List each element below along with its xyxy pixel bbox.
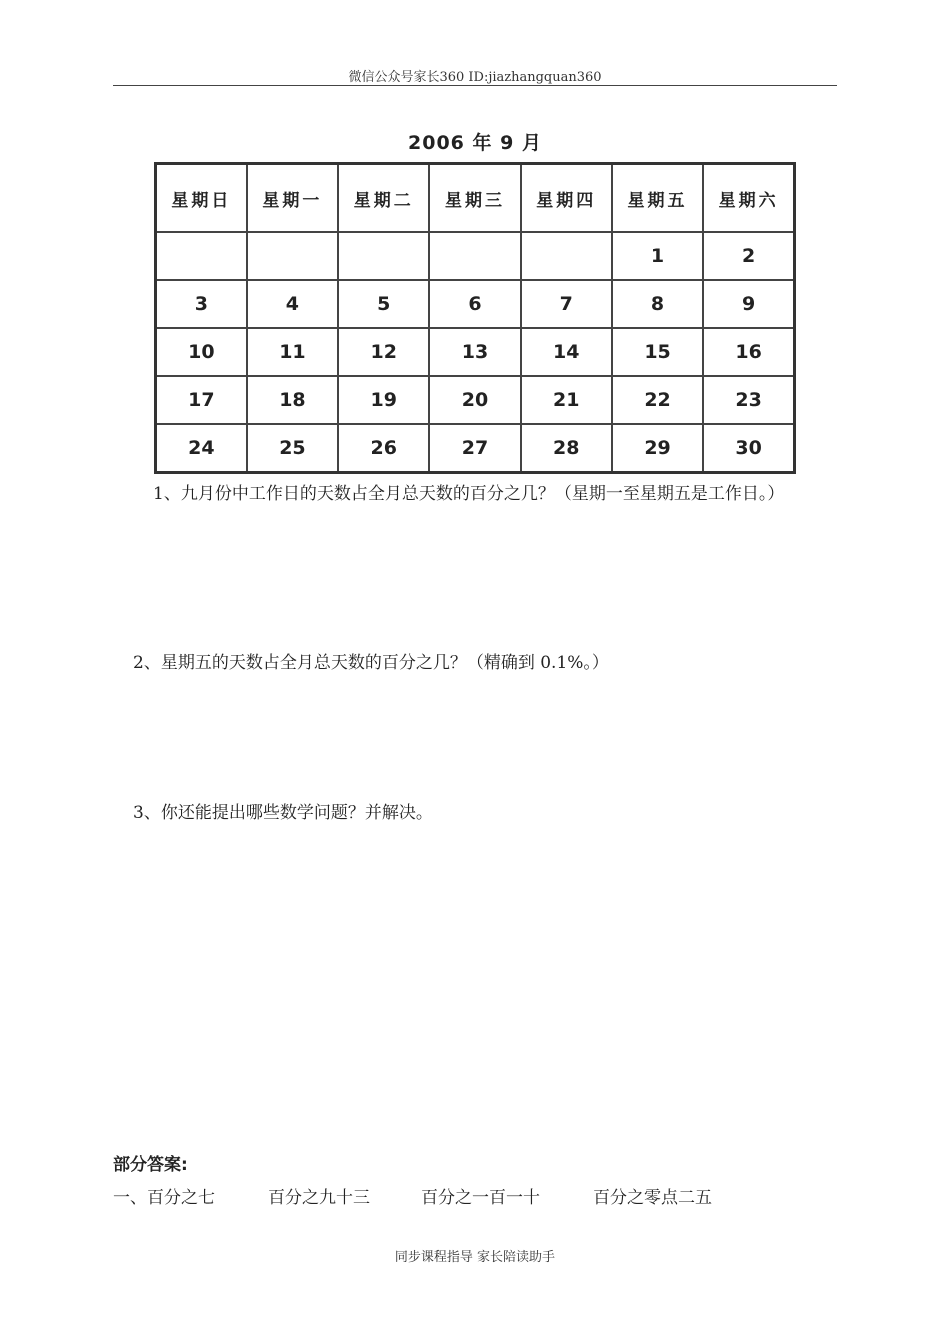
answer-item: 百分之一百一十 — [421, 1188, 540, 1208]
calendar-day-cell: 8 — [612, 280, 703, 328]
calendar-day-cell — [521, 232, 612, 280]
question-2: 2、星期五的天数占全月总天数的百分之几？（精确到 0.1%。） — [133, 653, 609, 673]
calendar-day-cell: 22 — [612, 376, 703, 424]
calendar-week-row — [156, 328, 795, 376]
calendar-day-cell: 21 — [521, 376, 612, 424]
calendar-day-cell: 30 — [703, 424, 794, 473]
calendar-day-cell — [338, 232, 429, 280]
question-3: 3、你还能提出哪些数学问题？并解决。 — [133, 803, 433, 823]
calendar-day-cell: 28 — [521, 424, 612, 473]
page-footer: 同步课程指导 家长陪读助手 — [394, 1250, 556, 1265]
header-divider — [113, 85, 837, 86]
calendar-week-row — [156, 232, 795, 280]
weekday-header: 星期日 — [156, 164, 247, 233]
answer-item: 一、百分之七 — [113, 1188, 215, 1208]
calendar-day-cell — [156, 232, 247, 280]
weekday-header: 星期二 — [338, 164, 429, 233]
calendar-day-cell: 16 — [703, 328, 794, 376]
answer-item: 百分之九十三 — [268, 1188, 370, 1208]
weekday-header: 星期四 — [521, 164, 612, 233]
calendar-day-cell: 18 — [247, 376, 338, 424]
calendar-week-row — [156, 424, 795, 473]
calendar-day-cell — [247, 232, 338, 280]
calendar-day-cell: 17 — [156, 376, 247, 424]
calendar-day-cell: 27 — [429, 424, 520, 473]
calendar-day-cell: 29 — [612, 424, 703, 473]
answers-title: 部分答案: — [113, 1155, 188, 1175]
calendar-day-cell: 3 — [156, 280, 247, 328]
page-header: 微信公众号家长360 ID:jiazhangquan360 — [348, 70, 602, 85]
answer-item: 百分之零点二五 — [593, 1188, 712, 1208]
calendar-day-cell: 12 — [338, 328, 429, 376]
calendar-day-cell: 2 — [703, 232, 794, 280]
calendar-day-cell: 4 — [247, 280, 338, 328]
calendar-day-cell: 13 — [429, 328, 520, 376]
weekday-header-row — [156, 164, 795, 233]
calendar-day-cell: 1 — [612, 232, 703, 280]
calendar-day-cell: 25 — [247, 424, 338, 473]
calendar-week-row — [156, 280, 795, 328]
calendar-title: 2006 年 9 月 — [408, 132, 542, 154]
weekday-header: 星期五 — [612, 164, 703, 233]
calendar-day-cell: 10 — [156, 328, 247, 376]
weekday-header: 星期三 — [429, 164, 520, 233]
calendar-day-cell: 15 — [612, 328, 703, 376]
calendar-day-cell: 23 — [703, 376, 794, 424]
calendar-day-cell: 7 — [521, 280, 612, 328]
weekday-header: 星期六 — [703, 164, 794, 233]
calendar-day-cell: 5 — [338, 280, 429, 328]
calendar-day-cell: 24 — [156, 424, 247, 473]
calendar-day-cell: 20 — [429, 376, 520, 424]
answers-line — [113, 1183, 712, 1208]
calendar-day-cell: 14 — [521, 328, 612, 376]
calendar-table — [154, 162, 796, 474]
calendar-day-cell: 19 — [338, 376, 429, 424]
calendar-day-cell: 6 — [429, 280, 520, 328]
calendar-day-cell: 11 — [247, 328, 338, 376]
weekday-header: 星期一 — [247, 164, 338, 233]
calendar-day-cell — [429, 232, 520, 280]
question-1: 1、九月份中工作日的天数占全月总天数的百分之几？（星期一至星期五是工作日。） — [153, 484, 785, 504]
calendar-day-cell: 26 — [338, 424, 429, 473]
calendar-week-row — [156, 376, 795, 424]
calendar-day-cell: 9 — [703, 280, 794, 328]
